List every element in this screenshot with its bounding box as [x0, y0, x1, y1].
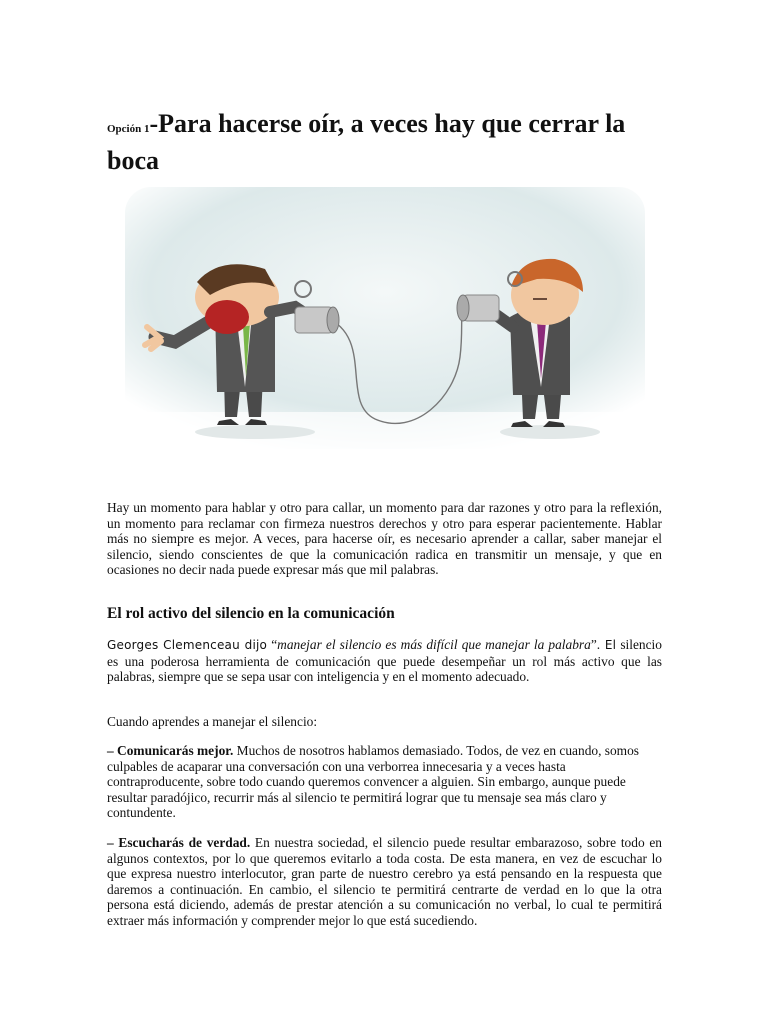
- option-label: Opción 1: [107, 123, 150, 135]
- quote-trail: El: [600, 638, 617, 652]
- point-text: Muchos de nosotros hablamos demasiado. Todos, de vez en cuando, somos culpables de acaparar una conversación con una verborrea innecesaria y a veces hasta contraproducente, sobre todo cuando queremos convencer a alguien. Sin embargo, aunque puede resultar paradójico, recurrir más al silencio te permitirá lograr que tu mensaje sea más claro y contundente.: [107, 743, 640, 821]
- quote-rest: silencio es una poderosa herramienta de comunicación que puede desempeñar un rol más activo que las palabras, siempre que se sepa usar con inteligencia y en el momento adecuado.: [107, 637, 662, 685]
- quote-open: “: [267, 637, 278, 652]
- point-listen: [107, 835, 662, 929]
- quote-author: Georges Clemenceau dijo: [107, 638, 268, 652]
- section-heading: El rol activo del silencio en la comunicación: [107, 605, 395, 622]
- intro-paragraph: Hay un momento para hablar y otro para callar, un momento para dar razones y otro para la reflexión, un momento para reclamar con firmeza nuestros derechos y otro para esperar pacientemente. Hablar más no siempre es mejor. A veces, para hacerse oír, es necesario aprender a callar, saber manejar el silencio, siendo conscientes de que la comunicación radica en transmitir un mensaje, y que en ocasiones no decir nada puede expresar más que mil palabras.: [107, 500, 662, 578]
- page-title: [107, 108, 667, 177]
- lead-in-paragraph: Cuando aprendes a manejar el silencio:: [107, 714, 318, 729]
- quote-text: manejar el silencio es más difícil que manejar la palabra: [277, 637, 591, 652]
- point-text: En nuestra sociedad, el silencio puede resultar embarazoso, sobre todo en algunos contextos, por lo que queremos evitarlo a toda costa. De esta manera, en vez de escuchar lo que expresa nuestro interlocutor, gran parte de nuestro cerebro ya está pensando en la respuesta que daremos a continuación. En cambio, el silencio te permitirá centrarte de verdad en lo que la otra persona está diciendo, además de prestar atención a su comunicación no verbal, lo cual te permitirá extraer más información y comprender mejor lo que está sucediendo.: [107, 835, 662, 928]
- point-label: – Comunicarás mejor.: [107, 743, 234, 758]
- title-text: -Para hacerse oír, a veces hay que cerrar la boca: [107, 109, 626, 175]
- quote-paragraph: [107, 637, 662, 685]
- point-label: – Escucharás de verdad.: [107, 835, 251, 850]
- quote-close: ”.: [590, 637, 601, 652]
- point-communicate: [107, 743, 662, 821]
- illustration-image: [125, 187, 645, 449]
